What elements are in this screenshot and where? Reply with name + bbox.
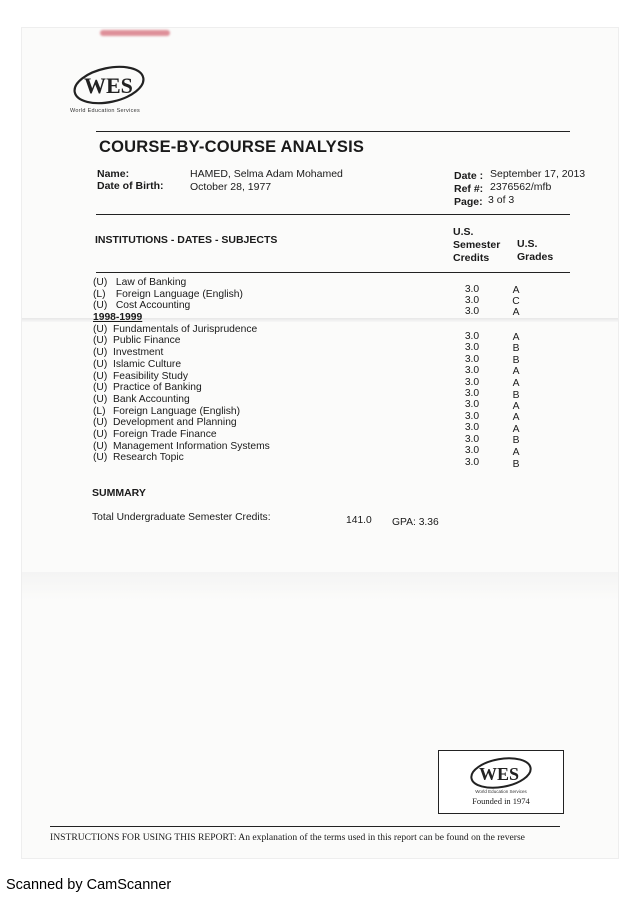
course-grade: A <box>512 447 520 458</box>
red-mark <box>100 30 170 36</box>
scanner-watermark: Scanned by CamScanner <box>6 877 172 893</box>
course-code: (U) <box>93 452 108 463</box>
course-grade: A <box>512 378 520 389</box>
grades-header-line1: U.S. <box>517 238 538 250</box>
course-name: Foreign Trade Finance <box>113 429 217 440</box>
course-grade: B <box>512 435 520 446</box>
wes-logo <box>70 64 148 108</box>
course-credits: 3.0 <box>464 457 480 468</box>
ref-label: Ref #: <box>454 183 484 195</box>
course-code: (L) <box>93 406 106 417</box>
course-grade: A <box>512 285 520 296</box>
credits-header <box>453 226 500 265</box>
total-credits-value: 141.0 <box>346 515 372 526</box>
course-code: (L) <box>93 289 106 300</box>
wes-stamp <box>438 750 564 814</box>
course-name: Management Information Systems <box>113 441 270 452</box>
date-label: Date : <box>454 170 484 182</box>
credits-header-line2: Semester <box>453 239 501 251</box>
course-name: Law of Banking <box>115 277 187 288</box>
course-row <box>93 300 190 312</box>
student-name: HAMED, Selma Adam Mohamed <box>190 168 343 180</box>
course-code: (U) <box>93 347 108 358</box>
course-credits: 3.0 <box>464 388 480 399</box>
course-credits: 3.0 <box>464 284 480 295</box>
course-code: (U) <box>93 300 108 311</box>
course-grade: B <box>512 459 520 470</box>
page-number: 3 of 3 <box>488 194 515 206</box>
grades-header <box>517 238 553 264</box>
course-code: (U) <box>93 335 108 346</box>
course-name: Foreign Language (English) <box>115 289 243 300</box>
course-code: (U) <box>93 429 108 440</box>
course-code: (U) <box>93 371 108 382</box>
credits-header-line3: Credits <box>453 252 490 264</box>
dob-label: Date of Birth: <box>97 180 164 192</box>
course-code: (U) <box>93 394 108 405</box>
institutions-header: INSTITUTIONS - DATES - SUBJECTS <box>95 234 278 246</box>
course-row <box>93 277 186 289</box>
top-rule <box>96 131 570 132</box>
course-code: (U) <box>93 417 108 428</box>
grades-header-line2: Grades <box>517 251 554 263</box>
course-code: (U) <box>93 441 108 452</box>
course-name: Cost Accounting <box>115 300 191 311</box>
course-row <box>93 359 181 371</box>
course-grade: A <box>512 332 520 343</box>
header-rule-bottom <box>96 272 570 273</box>
course-code: (U) <box>93 382 108 393</box>
course-name: Fundamentals of Jurisprudence <box>113 324 258 335</box>
course-row <box>93 452 184 464</box>
course-grade: A <box>512 401 520 412</box>
course-grade: A <box>512 424 520 435</box>
name-label: Name: <box>97 168 130 180</box>
course-grade: A <box>512 307 520 318</box>
course-row <box>93 382 202 394</box>
course-credits: 3.0 <box>464 434 480 445</box>
course-row <box>93 335 181 347</box>
course-credits: 3.0 <box>464 331 480 342</box>
stamp-subtitle: World Education Services <box>475 789 527 794</box>
course-name: Research Topic <box>113 452 184 463</box>
course-name: Public Finance <box>113 335 181 346</box>
stamp-text: WES <box>479 764 520 784</box>
course-name: Islamic Culture <box>113 359 182 370</box>
course-row <box>93 394 190 406</box>
header-rule-top <box>96 214 570 215</box>
stamp-founded: Founded in 1974 <box>472 796 530 806</box>
report-date: September 17, 2013 <box>490 168 586 180</box>
course-code: (U) <box>93 277 108 288</box>
course-grade: A <box>512 366 520 377</box>
page-title: COURSE-BY-COURSE ANALYSIS <box>99 138 365 156</box>
footer-rule <box>50 826 560 827</box>
ref-number: 2376562/mfb <box>490 181 552 193</box>
course-grade: C <box>512 296 520 307</box>
course-credits: 3.0 <box>464 342 480 353</box>
year-heading: 1998-1999 <box>93 312 143 323</box>
course-name: Investment <box>113 347 164 358</box>
course-credits: 3.0 <box>464 295 480 306</box>
fold-shadow <box>22 572 618 600</box>
summary-heading: SUMMARY <box>92 487 146 499</box>
course-name: Bank Accounting <box>113 394 190 405</box>
course-row <box>93 347 163 359</box>
course-credits: 3.0 <box>464 411 480 422</box>
instructions-text: INSTRUCTIONS FOR USING THIS REPORT: An explanation of the terms used in this report can be found on the reverse <box>50 832 525 843</box>
course-code: (U) <box>93 359 108 370</box>
course-name: Development and Planning <box>113 417 237 428</box>
course-credits: 3.0 <box>464 365 480 376</box>
course-credits: 3.0 <box>464 399 480 410</box>
course-name: Practice of Banking <box>113 382 202 393</box>
course-row <box>93 417 237 429</box>
course-code: (U) <box>93 324 108 335</box>
total-credits-label: Total Undergraduate Semester Credits: <box>92 512 271 523</box>
page-label: Page: <box>454 196 483 208</box>
course-grade: B <box>512 355 520 366</box>
course-credits: 3.0 <box>464 306 480 317</box>
credits-header-line1: U.S. <box>453 226 474 238</box>
course-name: Foreign Language (English) <box>113 406 241 417</box>
course-row <box>93 429 217 441</box>
course-credits: 3.0 <box>464 422 480 433</box>
course-credits: 3.0 <box>464 445 480 456</box>
logo-subtitle: World Education Services <box>70 108 141 114</box>
course-grade: B <box>512 343 520 354</box>
course-grade: A <box>512 412 520 423</box>
logo-text: WES <box>84 73 133 98</box>
gpa-value: GPA: 3.36 <box>392 517 439 528</box>
course-credits: 3.0 <box>464 354 480 365</box>
course-grade: B <box>512 390 520 401</box>
student-dob: October 28, 1977 <box>190 181 272 193</box>
course-credits: 3.0 <box>464 377 480 388</box>
course-name: Feasibility Study <box>113 371 188 382</box>
